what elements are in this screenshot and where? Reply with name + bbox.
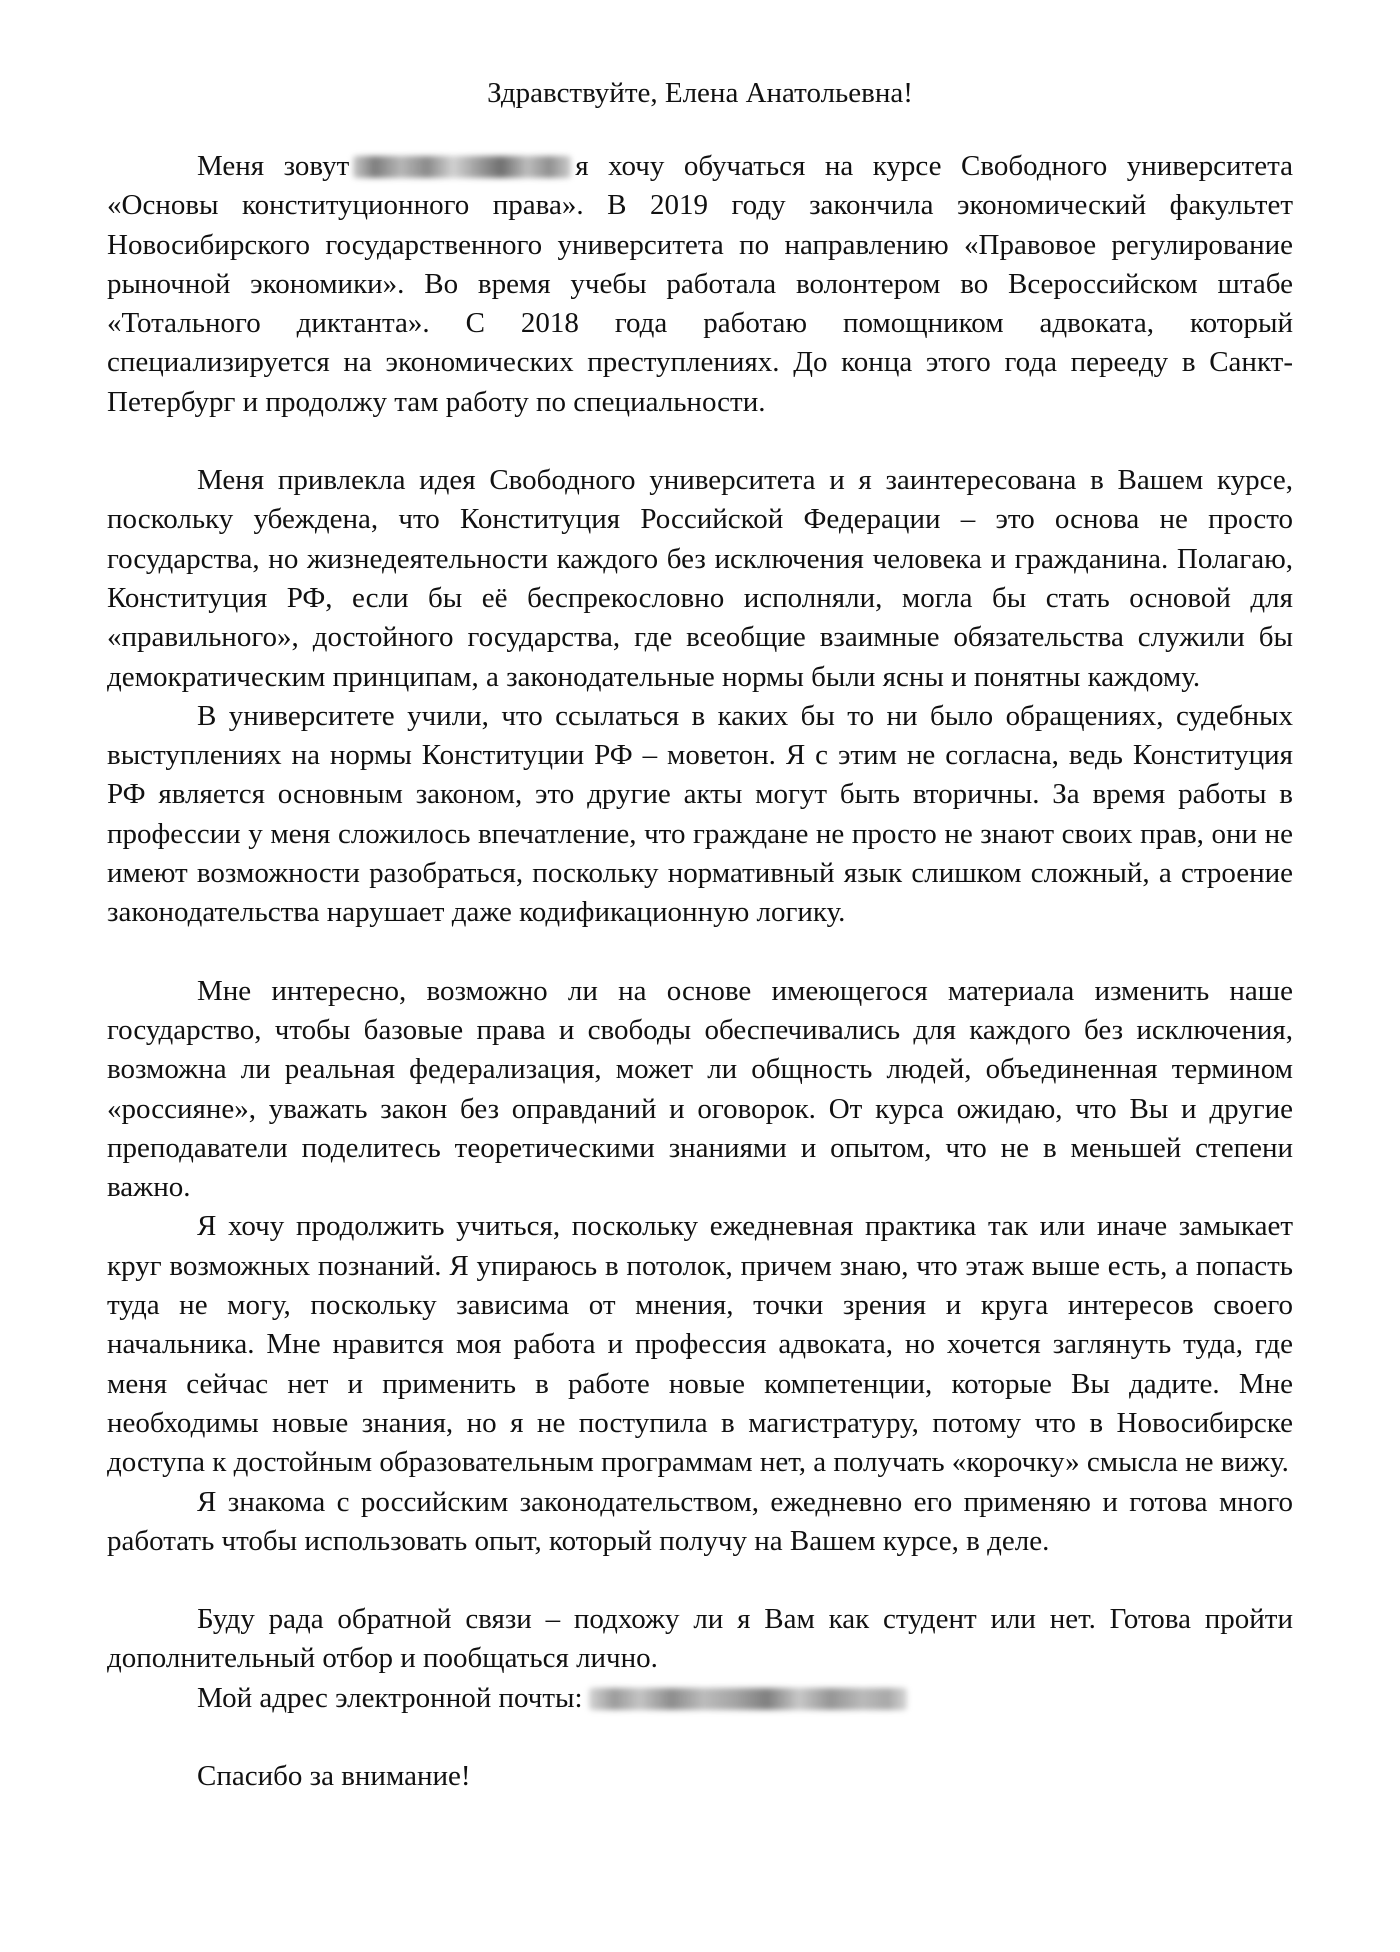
letter-closing: Спасибо за внимание!: [197, 1759, 471, 1792]
redacted-name-block: [353, 156, 571, 178]
redacted-email-block: [589, 1688, 907, 1710]
letter-greeting: Здравствуйте, Елена Анатольевна!: [487, 77, 913, 109]
paragraph-university-experience: В университете учили, что ссылаться в каких бы то ни было обращениях, судебных выступлениях на нормы Конституции РФ – моветон. Я с этим не согласна, ведь Конституция РФ является основным законом, это другие акты могут быть вторичны. За время работы в профессии у меня сложилось впечатление, что граждане не просто не знают своих прав, они не имеют возможности разобраться, поскольку нормативный язык слишком сложный, а строение законодательства нарушает даже кодификационную логику.: [107, 699, 1293, 929]
paragraph-introduction: [107, 147, 1293, 422]
paragraph-continue-learning: Я хочу продолжить учиться, поскольку ежедневная практика так или иначе замыкает круг возможных познаний. Я упираюсь в потолок, причем знаю, что этаж выше есть, а попасть туда не могу, поскольку зависима от мнения, точки зрения и круга интересов своего начальника. Мне нравится моя работа и профессия адвоката, но хочется заглянуть туда, где меня сейчас нет и применить в работе новые компетенции, которые Вы дадите. Мне необходимы новые знания, но я не поступила в магистратуру, потому что в Новосибирске доступа к достойным образовательным программам нет, а получать «корочку» смысла не вижу.: [107, 1210, 1293, 1479]
letter-body: [107, 147, 1293, 1796]
paragraph-motivation: Меня привлекла идея Свободного университета и я заинтересована в Вашем курсе, поскольку убеждена, что Конституция Российской Федерации – это основа не просто государства, но жизнедеятельности каждого без исключения человека и гражданина. Полагаю, Конституция РФ, если бы её беспрекословно исполняли, могла бы стать основой для «правильного», достойного государства, где всеобщие взаимные обязательства служили бы демократическим принципам, а законодательные нормы были ясны и понятны каждому.: [107, 464, 1293, 693]
paragraph-feedback-request: Буду рада обратной связи – подхожу ли я Вам как студент или нет. Готова пройти дополнительный отбор и пообщаться лично.: [107, 1603, 1293, 1675]
email-line: [107, 1679, 1293, 1718]
intro-before-name: Меня зовут: [197, 150, 350, 182]
paragraph-legislation-knowledge: Я знакома с российским законодательством, ежедневно его применяю и готова много работать чтобы использовать опыт, который получу на Вашем курсе, в деле.: [107, 1485, 1293, 1557]
email-label: Мой адрес электронной почты:: [197, 1681, 583, 1714]
paragraph-course-expectations: Мне интересно, возможно ли на основе имеющегося материала изменить наше государство, чтобы базовые права и свободы обеспечивались для каждого без исключения, возможна ли реальная федерализация, может ли общность людей, объединенная термином «россияне», уважать закон без оправданий и оговорок. От курса ожидаю, что Вы и другие преподаватели поделитесь теоретическими знаниями и опытом, что не в меньшей степени важно.: [107, 974, 1293, 1204]
intro-after-name: я хочу обучаться на курсе Свободного университета «Основы конституционного права». В 2019 году закончила экономический факультет Новосибирского государственного университета по направлению «Правовое регулирование рыночной экономики». Во время учебы работала волонтером во Всероссийском штабе «Тотального диктанта». С 2018 года работаю помощником адвоката, который специализируется на экономических преступлениях. До конца этого года перееду в Санкт-Петербург и продолжу там работу по специальности.: [107, 150, 1293, 418]
